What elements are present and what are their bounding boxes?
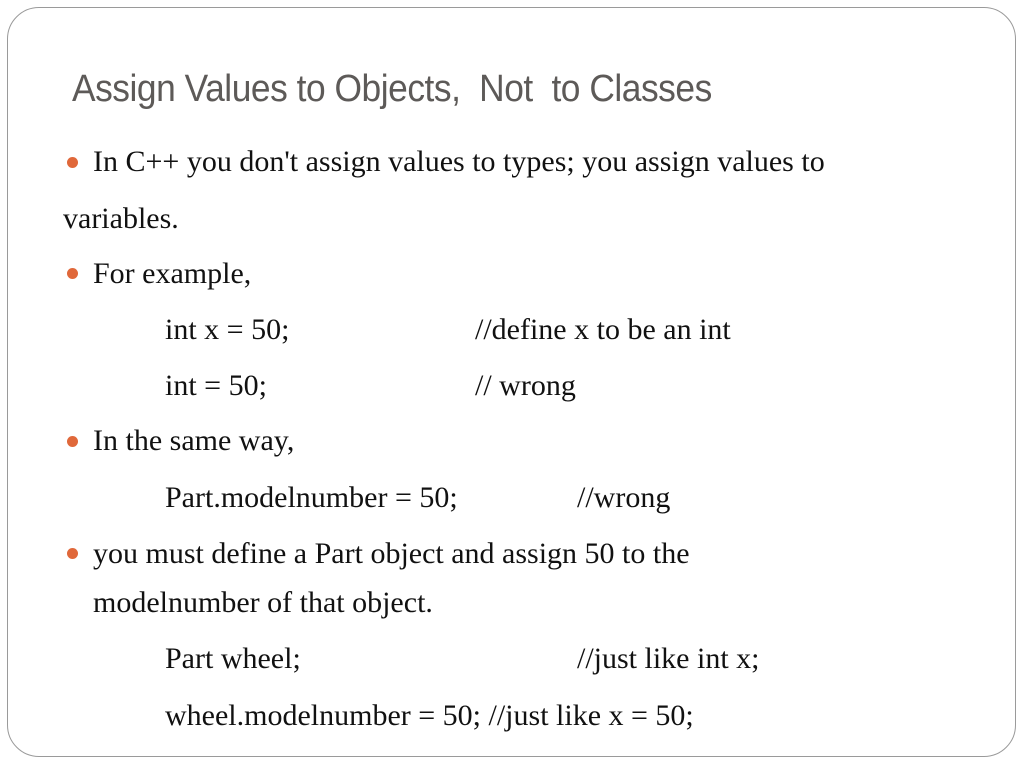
code-statement-4: Part wheel; [165,642,301,675]
code-statement-3: Part.modelnumber = 50; [165,481,458,514]
bullet-2-line-1: For example, [93,257,252,290]
code-comment-1: //define x to be an int [475,313,731,346]
slide-title: Assign Values to Objects, Not to Classes [72,68,712,110]
bullet-1-line-2: variables. [63,202,179,235]
bullet-1-line-1: In C++ you don't assign values to types; you assign values to [93,145,825,178]
code-comment-4: //just like int x; [577,642,760,675]
code-statement-2: int = 50; [165,369,267,402]
code-comment-2: // wrong [475,369,576,402]
bullet-4-line-2: modelnumber of that object. [93,586,433,619]
bullet-3-line-1: In the same way, [93,424,295,457]
code-line-5: wheel.modelnumber = 50; //just like x = 50; [165,699,694,732]
bullet-dot [67,548,78,559]
bullet-dot [67,157,78,168]
bullet-dot [67,436,78,447]
code-comment-3: //wrong [577,481,671,514]
code-statement-1: int x = 50; [165,313,290,346]
bullet-dot [67,268,78,279]
bullet-4-line-1: you must define a Part object and assign 50 to the [93,537,690,570]
